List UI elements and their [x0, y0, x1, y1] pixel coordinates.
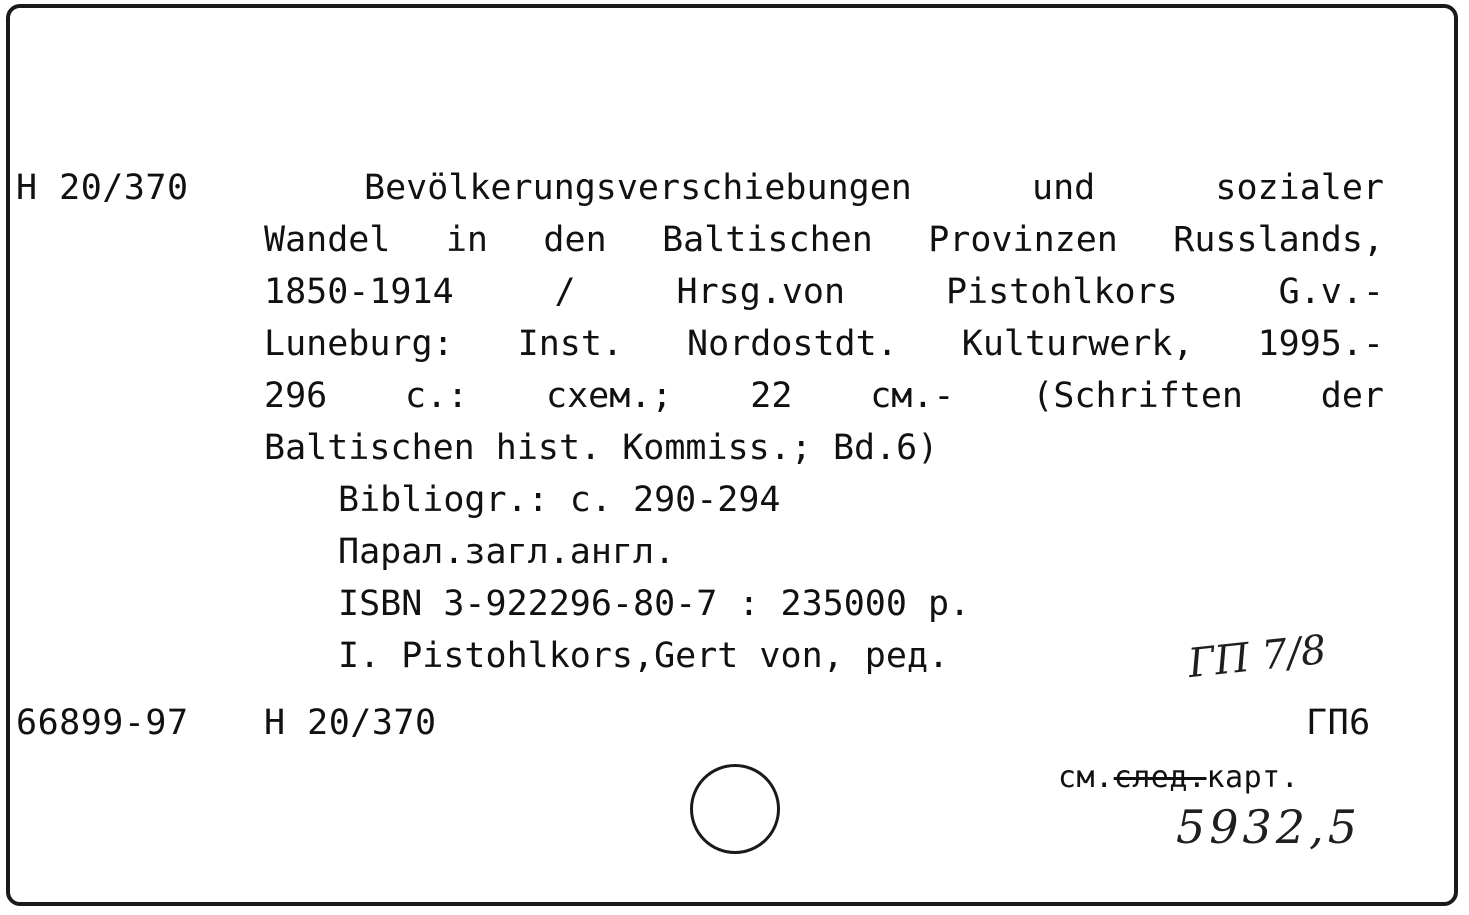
see-next-card-suffix: карт.: [1206, 760, 1300, 795]
bibliographic-description: [264, 162, 1384, 682]
description-line: 296 с.: схем.; 22 см.- (Schriften der: [264, 376, 1384, 416]
call-number-top: H 20/370: [16, 168, 189, 208]
description-line: Wandel in den Baltischen Provinzen Russlands,: [264, 220, 1384, 260]
shelf-code: ГП6: [1306, 703, 1371, 743]
note-bibliography: Bibliogr.: с. 290-294: [338, 480, 781, 520]
description-line: 1850-1914 / Hrsg.von Pistohlkors G.v.-: [264, 272, 1384, 312]
note-parallel-title: Парал.загл.англ.: [338, 532, 676, 572]
description-line: Luneburg: Inst. Nordostdt. Kulturwerk, 1995.-: [264, 324, 1384, 364]
description-line: Bevölkerungsverschiebungen und sozialer: [364, 168, 1384, 208]
handwritten-number: 5932,5: [1176, 800, 1361, 854]
call-number-bottom: H 20/370: [264, 703, 437, 743]
handwritten-mark: ГП 7/8: [1185, 626, 1329, 688]
note-isbn-price: ISBN 3-922296-80-7 : 235000 р.: [338, 584, 971, 624]
note-editor: I. Pistohlkors,Gert von, ред.: [338, 636, 950, 676]
see-next-card-struck: след.: [1113, 760, 1207, 795]
punch-hole: [690, 764, 780, 854]
see-next-card-prefix: см.: [1058, 760, 1114, 795]
description-line: Baltischen hist. Kommiss.; Bd.6): [264, 428, 939, 468]
accession-number: 66899-97: [16, 703, 189, 743]
see-next-card-note: [1058, 752, 1299, 804]
